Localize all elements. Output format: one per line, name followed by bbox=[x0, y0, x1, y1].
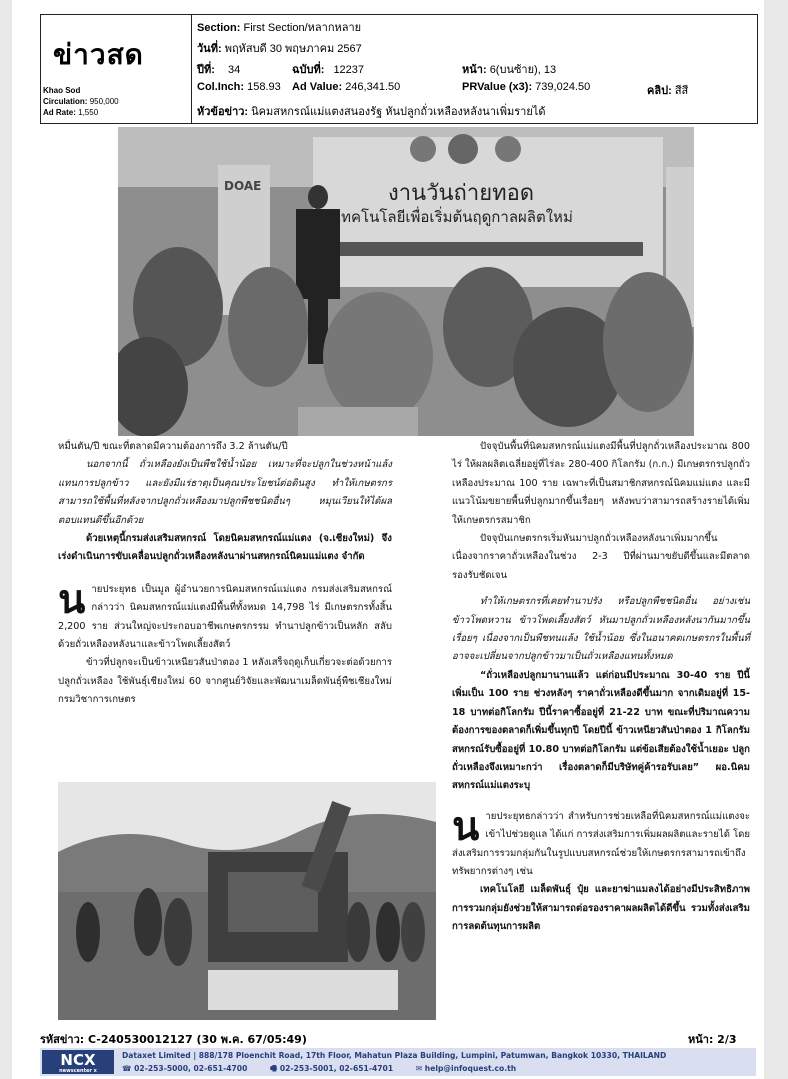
page-label: หน้า: bbox=[462, 64, 487, 76]
event-photo-graphic bbox=[118, 127, 694, 436]
field-photo-graphic bbox=[58, 782, 436, 1020]
page-counter: หน้า: 2/3 bbox=[688, 1033, 737, 1046]
issue-value: 12237 bbox=[333, 64, 365, 76]
date-label: วันที่: bbox=[197, 43, 222, 55]
right-paragraph-6: เทคโนโลยี เมล็ดพันธุ์ ปุ๋ย และยาฆ่าแมลงได้อย่างมีประสิทธิภาพ การรวมกลุ่มยังช่วยให้สามารถต่อรองราคาผลผลิตได้ดีขึ้น รวมทั้งส่งเสริมการลดต้นทุนการผลิต bbox=[452, 884, 750, 933]
ncx-footer-bar bbox=[40, 1048, 756, 1076]
issue-label: ฉบับที่: bbox=[292, 64, 325, 76]
clipping-header bbox=[40, 14, 758, 124]
news-code: รหัสข่าว: C-240530012127 (30 พ.ค. 67/05:49) bbox=[40, 1033, 307, 1046]
right-paragraph-5 bbox=[452, 802, 750, 882]
left-paragraph-2: นอกจากนี้ ถั่วเหลืองยังเป็นพืชใช้น้ำน้อย เหมาะที่จะปลูกในช่วงหน้าแล้งแทนการปลูกข้าว และยังมีแร่ธาตุเป็นคุณประโยชน์ต่อดินสูง ทำให้เกษตรกรสามารถใช้พื้นที่หลังจากปลูกถั่วเหลืองมาปลูกพืชชนิดอื่นๆ หมุนเวียนให้ได้ผลตอบแทนดีขึ้นอีกด้วย bbox=[58, 459, 392, 526]
left-paragraph-5: ข้าวที่ปลูกจะเป็นข้าวเหนียวสันป่าตอง 1 หลังเสร็จฤดูเก็บเกี่ยวจะต่อด้วยการปลูกถั่วเหลือง ใช้พันธุ์เชียงใหม่ 60 จากศูนย์วิจัยและพัฒนาเมล็ดพันธุ์พืชเชียงใหม่ กรมวิชาการเกษตร bbox=[58, 657, 392, 706]
clip-value: สีสี bbox=[674, 85, 689, 97]
year-label: ปีที่: bbox=[197, 64, 215, 76]
headline-value: นิคมสหกรณ์แม่แตงสนองรัฐ หันปลูกถั่วเหลืองหลังนาเพิ่มรายได้ bbox=[251, 106, 546, 118]
ncx-logo-subtext: newscenter x bbox=[59, 1068, 97, 1074]
prvalue-value: 739,024.50 bbox=[535, 81, 591, 93]
ad-rate-value: 1,550 bbox=[78, 108, 99, 117]
publication-name: Khao Sod bbox=[43, 86, 81, 95]
colinch-value: 158.93 bbox=[247, 81, 281, 93]
field-photo bbox=[58, 782, 436, 1020]
circulation-value: 950,000 bbox=[89, 97, 119, 106]
event-photo bbox=[118, 127, 694, 436]
fax-icon: 🖷 bbox=[270, 1064, 278, 1073]
phone-icon: ☎ bbox=[122, 1064, 132, 1073]
banner-subtitle: เทคโนโลยีเพื่อเริ่มต้นฤดูกาลผลิตใหม่ bbox=[336, 208, 573, 226]
colinch-label: Col.Inch: bbox=[197, 81, 245, 93]
right-paragraph-2: ปัจจุบันเกษตรกรเริ่มหันมาปลูกถั่วเหลืองหลังนาเพิ่มมากขึ้นเนื่องจากราคาถั่วเหลืองในช่วง 2-3 ปีที่ผ่านมาขยับดีขึ้นและมีตลาดรองรับชัดเจน bbox=[452, 533, 750, 581]
phone-numbers: 02-253-5000, 02-651-4700 bbox=[134, 1064, 248, 1073]
section-label: Section: bbox=[197, 22, 241, 34]
left-dropcap: น bbox=[58, 575, 86, 623]
banner-sign-left: DOAE bbox=[224, 179, 262, 193]
right-paragraph-4: “ถั่วเหลืองปลูกมานานแล้ว แต่ก่อนมีประมาณ 30-40 ราย ปีนี้เพิ่มเป็น 100 ราย ช่วงหลังๆ ราคาถั่วเหลืองดีขึ้นมาก จากเดิมอยู่ที่ 15-18 บาทต่อกิโลกรัม ปีนี้ราคาซื้ออยู่ที่ 21-22 บาท ขณะที่ปริมาณความต้องการของตลาดก็เพิ่มขึ้นทุกปี โดยปีนี้ ข้าวเหนียวสันป่าตอง 1 กิโลกรัม สหกรณ์รับซื้ออยู่ที่ 10.80 บาทต่อกิโลกรัม แต่ข้อเสียต้องใช้น้ำเยอะ ปลูกถั่วเหลืองจึงเหมาะกว่า เรื่องตลาดก็มีบริษัทคู่ค้ารอรับเลย” ผอ.นิคมสหกรณ์แม่แตงระบุ bbox=[452, 669, 750, 792]
right-paragraph-5-text: ายประยุทธกล่าวว่า สำหรับการช่วยเหลือที่นิคมสหกรณ์แม่แตงจะเข้าไปช่วยดูแล ได้แก่ การส่งเสริมการเพิ่มผลผลิตและรายได้ โดยส่งเสริมการรวมกลุ่มกันในรูปแบบสหกรณ์ช่วยให้เกษตรกรสามารถเข้าถึงทรัพยากรต่างๆ เช่น bbox=[452, 810, 750, 877]
publication-logo: ข่าวสด bbox=[53, 38, 144, 71]
email-address[interactable]: help@infoquest.co.th bbox=[424, 1064, 517, 1073]
email-icon: ✉ bbox=[415, 1064, 423, 1073]
prvalue-label: PRValue (x3): bbox=[462, 81, 533, 93]
section-value: First Section/หลากหลาย bbox=[243, 22, 362, 34]
publication-meta bbox=[43, 85, 119, 118]
ncx-logo bbox=[42, 1050, 114, 1074]
left-column-text bbox=[58, 438, 392, 710]
circulation-label: Circulation: bbox=[43, 97, 88, 106]
right-paragraph-1: ปัจจุบันพื้นที่นิคมสหกรณ์แม่แตงมีพื้นที่ปลูกถั่วเหลืองประมาณ 800 ไร่ ให้ผลผลิตเฉลี่ยอยู่ที่ไร่ละ 280-400 กิโลกรัม (ก.ก.) มีเกษตรกรปลูกถั่วเหลืองประมาณ 100 ราย เฉพาะที่เป็นสมาชิกสหกรณ์นิคมแม่แตง และมีแนวโน้มขยายพื้นที่ปลูกมากขึ้นเรื่อยๆ หลังพบว่าสามารถสร้างรายได้เพิ่มให้เกษตรกรสมาชิก bbox=[452, 441, 750, 526]
ad-rate-label: Ad Rate: bbox=[43, 108, 76, 117]
right-column-text bbox=[452, 438, 750, 937]
right-dropcap: น bbox=[452, 802, 480, 850]
headline-label: หัวข้อข่าว: bbox=[197, 106, 249, 118]
left-paragraph-1: หมื่นตัน/ปี ขณะที่ตลาดมีความต้องการถึง 3.2 ล้านตัน/ปี bbox=[58, 441, 288, 452]
page-value: 6(บนซ้าย), 13 bbox=[489, 64, 557, 76]
publication-block bbox=[41, 15, 192, 123]
ncx-logo-text: NCX bbox=[60, 1051, 96, 1069]
fax-numbers: 02-253-5001, 02-651-4701 bbox=[279, 1064, 394, 1073]
left-paragraph-4 bbox=[58, 575, 392, 655]
advalue-value: 246,341.50 bbox=[345, 81, 401, 93]
company-address: Dataxet Limited | 888/178 Ploenchit Road, 17th Floor, Mahatun Plaza Building, Lumpini, Patumwan, Bangkok 10330, THAILAND bbox=[122, 1051, 667, 1060]
year-value: 34 bbox=[227, 64, 241, 76]
date-value: พฤหัสบดี 30 พฤษภาคม 2567 bbox=[224, 43, 362, 55]
scrollbar-area bbox=[766, 0, 788, 1079]
advalue-label: Ad Value: bbox=[292, 81, 343, 93]
contact-line bbox=[122, 1063, 516, 1076]
left-paragraph-4-text: ายประยุทธ เป็นมูล ผู้อำนวยการนิคมสหกรณ์แม่แตง กรมส่งเสริมสหกรณ์ กล่าวว่า นิคมสหกรณ์แม่แตงมีพื้นที่ทั้งหมด 14,798 ไร่ มีเกษตรกรทั้งสิ้น 2,200 ราย ส่วนใหญ่จะประกอบอาชีพเกษตรกรรม ทำนาปลูกข้าวเป็นหลัก สลับด้วยถั่วเหลืองหลังนาและข้าวโพดเลี้ยงสัตว์ bbox=[58, 583, 392, 651]
clip-label: คลิป: bbox=[647, 85, 672, 97]
left-paragraph-3: ด้วยเหตุนี้กรมส่งเสริมสหกรณ์ โดยนิคมสหกรณ์แม่แตง (จ.เชียงใหม่) จึงเร่งดำเนินการขับเคลื่อนปลูกถั่วเหลืองหลังนาผ่านสหกรณ์นิคมแม่แตง จำกัด bbox=[58, 533, 392, 563]
banner-title: งานวันถ่ายทอด bbox=[388, 181, 535, 206]
clipping-details bbox=[192, 15, 757, 123]
right-paragraph-3: ทำให้เกษตรกรที่เคยทำนาปรัง หรือปลูกพืชชนิดอื่น อย่างเช่น ข้าวโพดหวาน ข้าวโพดเลี้ยงสัตว์ หันมาปลูกถั่วเหลืองหลังนากันมากขึ้นเรื่อยๆ เนื่องจากเป็นพืชทนแล้ง ใช้น้ำน้อย ซึ่งในอนาคตเกษตรกรในพื้นที่อาจจะเปลี่ยนจากปลูกข้าวมาเป็นถั่วเหลืองแทนทั้งหมด bbox=[452, 596, 750, 663]
